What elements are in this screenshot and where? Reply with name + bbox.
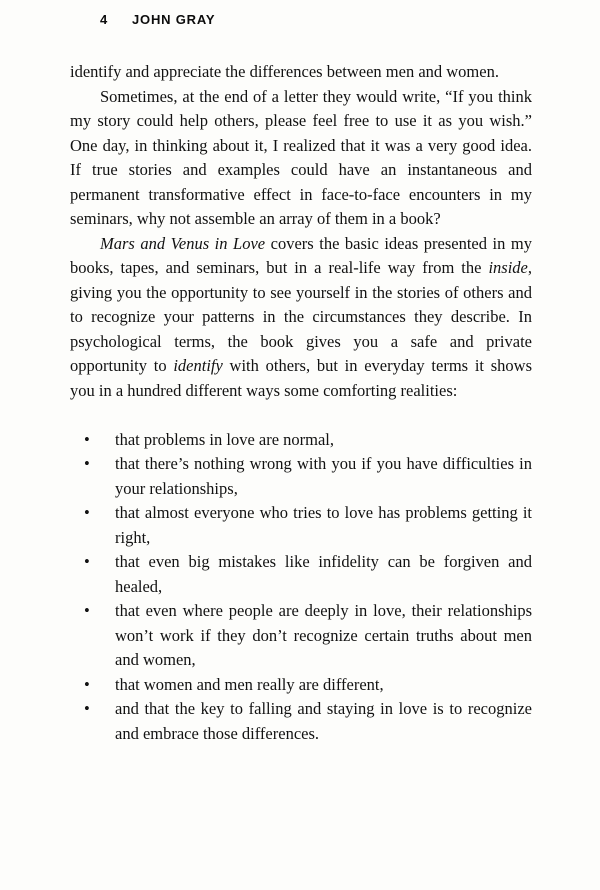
list-item [70,452,532,501]
list-item-text: that almost everyone who tries to love has problems getting it right, [115,503,532,547]
bullet-icon: • [84,674,90,694]
paragraph-book-description: Mars and Venus in Love covers the basic ideas presented in my books, tapes, and seminars, but in a real-life way from the inside, giving you the opportunity to see yourself in the stories of others and to recognize your patterns in the circumstances they describe. In psychological terms, the book gives you a safe and private opportunity to identify with others, but in everyday terms it shows you in a hundred different ways some comforting realities: [70,233,532,400]
bullet-icon: • [84,429,90,449]
comforting-realities-list [70,428,532,747]
paragraph-continuation: identify and appreciate the differences between men and women. [70,62,499,81]
page-body-text [70,60,532,746]
page-number: 4 [100,12,109,27]
bullet-icon: • [84,552,90,571]
list-item-text: that problems in love are normal, [115,429,335,449]
bullet-icon: • [84,699,90,718]
list-item [70,550,532,599]
list-item [70,501,532,550]
paragraph-letter-story: Sometimes, at the end of a letter they would write, “If you think my story could help others, please feel free to use it as you wish.” One day, in thinking about it, I realized that it was a very good idea. If true stories and examples could have an instantaneous and permanent transformative effect in face-to-face encounters in my seminars, why not assemble an array of them in a book? [70,86,532,228]
bullet-icon: • [84,454,90,473]
running-head-author: JOHN GRAY [132,12,216,27]
list-item-text: that there’s nothing wrong with you if you have difficulties in your relationships, [115,454,532,498]
bullet-icon: • [84,503,90,522]
running-header [100,12,215,27]
list-item [70,673,532,698]
list-item-text: that even big mistakes like infidelity can be forgiven and healed, [115,552,532,596]
bullet-icon: • [84,601,90,620]
list-item [70,599,532,673]
list-item-text: that women and men really are different, [115,674,384,694]
list-item-text: and that the key to falling and staying in love is to recognize and embrace those differences. [115,699,532,743]
list-item-text: that even where people are deeply in love, their relationships won’t work if they don’t recognize certain truths about men and women, [115,601,532,669]
list-item [70,428,532,453]
list-item [70,697,532,746]
